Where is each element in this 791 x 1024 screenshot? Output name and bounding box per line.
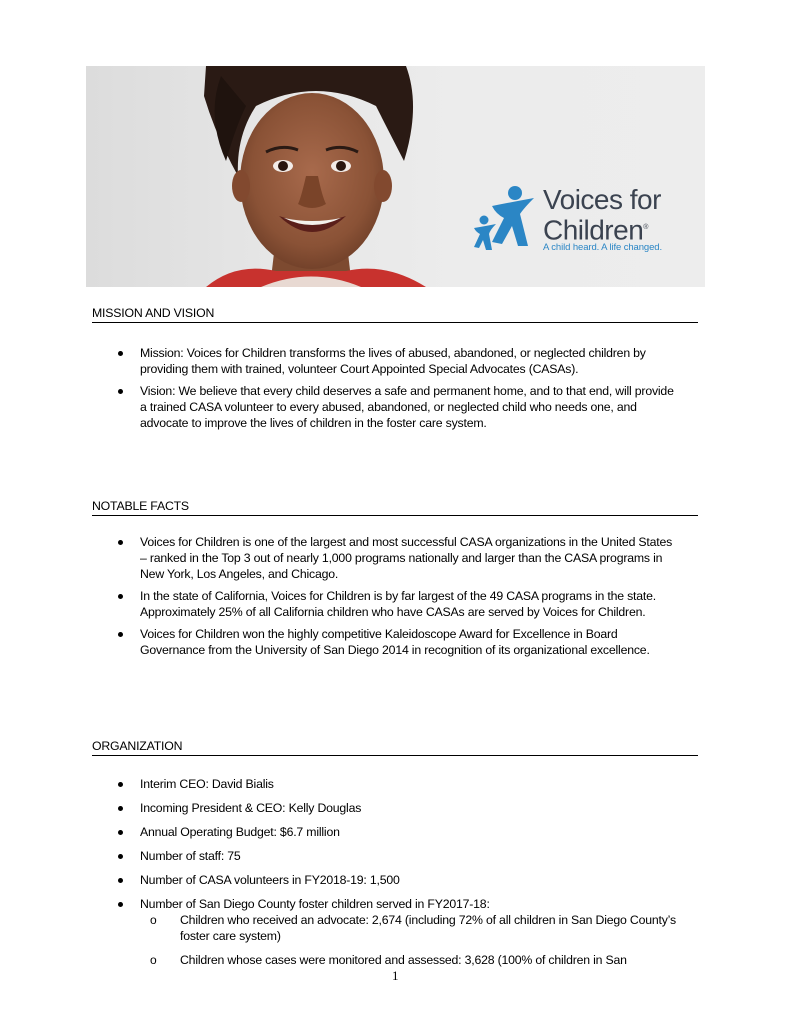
list-item (140, 896, 680, 912)
list-item-text: Annual Operating Budget: $6.7 million (140, 825, 340, 839)
logo-line2: Children (543, 214, 644, 246)
page-number: 1 (392, 968, 399, 983)
bullet-icon (118, 878, 123, 883)
circle-bullet-icon: o (150, 953, 157, 967)
bullet-icon (118, 351, 123, 356)
circle-bullet-icon: o (150, 913, 157, 927)
bullet-icon (118, 540, 123, 545)
logo-trademark: ® (643, 224, 648, 231)
bullet-icon (118, 830, 123, 835)
sub-list-item-text: Children who received an advocate: 2,674 (including 72% of all children in San Diego County’s foster care system) (180, 913, 676, 943)
bullet-icon (118, 806, 123, 811)
list-item (140, 588, 680, 620)
list-item-text: In the state of California, Voices for Children is by far largest of the 49 CASA programs in the state. Approximately 25% of all California children who have CASAs are served by Voices for Children. (140, 589, 656, 619)
bullet-icon (118, 632, 123, 637)
logo-line1: Voices for (543, 184, 661, 215)
bullet-icon (118, 902, 123, 907)
section-heading-organization: ORGANIZATION (92, 739, 698, 756)
list-item (140, 345, 680, 377)
list-item-text: Interim CEO: David Bialis (140, 777, 274, 791)
logo-tagline: A child heard. A life changed. (543, 242, 663, 253)
list-item (140, 872, 680, 888)
list-item (140, 534, 680, 582)
facts-list (140, 534, 680, 658)
bullet-icon (118, 782, 123, 787)
bullet-icon (118, 594, 123, 599)
list-item (140, 848, 680, 864)
list-item (140, 776, 680, 792)
sub-list-item (150, 952, 680, 968)
logo-wordmark (543, 186, 661, 244)
list-item (140, 824, 680, 840)
bullet-icon (118, 854, 123, 859)
list-item-text: Number of San Diego County foster children served in FY2017-18: (140, 897, 490, 911)
list-item-text: Voices for Children is one of the largest and most successful CASA organizations in the United States – ranked in the Top 3 out of nearly 1,000 programs nationally and larger than the CASA programs in New York, Los Angeles, and Chicago. (140, 535, 673, 581)
list-item-text: Voices for Children won the highly competitive Kaleidoscope Award for Excellence in Board Governance from the University of San Diego 2014 in recognition of its organizational excellence. (140, 627, 650, 657)
list-item-text: Number of CASA volunteers in FY2018-19: 1,500 (140, 873, 400, 887)
list-item (140, 800, 680, 816)
section-heading-facts: NOTABLE FACTS (92, 499, 698, 516)
voices-for-children-logo (471, 186, 701, 256)
sub-list-item-text: Children whose cases were monitored and assessed: 3,628 (100% of children in San (180, 953, 627, 967)
section-heading-mission: MISSION AND VISION (92, 306, 698, 323)
list-item-text: Mission: Voices for Children transforms the lives of abused, abandoned, or neglected children by providing them with trained, volunteer Court Appointed Special Advocates (CASAs). (140, 346, 646, 376)
bullet-icon (118, 389, 123, 394)
list-item (140, 626, 680, 658)
sub-list-item (150, 912, 680, 944)
organization-list (140, 776, 680, 912)
list-item-text: Number of staff: 75 (140, 849, 241, 863)
list-item (140, 383, 680, 431)
list-item-text: Vision: We believe that every child deserves a safe and permanent home, and to that end, will provide a trained CASA volunteer to every abused, abandoned, or neglected child who needs one, and advocate to improve the lives of children in the foster care system. (140, 384, 674, 430)
list-item-text: Incoming President & CEO: Kelly Douglas (140, 801, 362, 815)
mission-list (140, 345, 680, 431)
